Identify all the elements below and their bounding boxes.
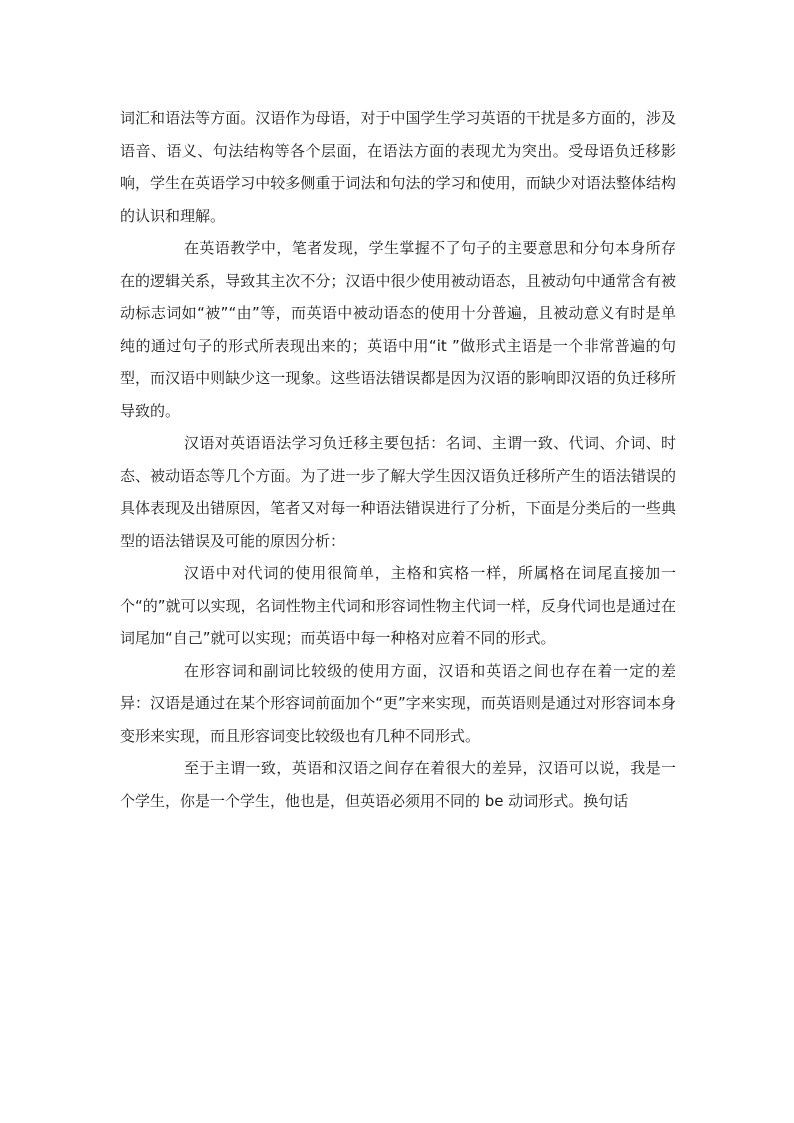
paragraph-6: 至于主谓一致，英语和汉语之间存在着很大的差异，汉语可以说，我是一个学生，你是一个学生，他也是，但英语必须用不同的 be 动词形式。换句话 <box>120 759 676 810</box>
paragraph-5: 在形容词和副词比较级的使用方面，汉语和英语之间也存在着一定的差异：汉语是通过在某个形容词前面加个“更”字来实现，而英语则是通过对形容词本身变形来实现，而且形容词变比较级也有几种不同形式。 <box>120 661 676 745</box>
paragraph-3: 汉语对英语语法学习负迁移主要包括：名词、主谓一致、代词、介词、时态、被动语态等几个方面。为了进一步了解大学生因汉语负迁移所产生的语法错误的具体表现及出错原因，笔者又对每一种语法错误进行了分析，下面是分类后的一些典型的语法错误及可能的原因分析： <box>120 434 676 550</box>
paragraph-1: 词汇和语法等方面。汉语作为母语，对于中国学生学习英语的干扰是多方面的，涉及语音、语义、句法结构等各个层面，在语法方面的表现尤为突出。受母语负迁移影响，学生在英语学习中较多侧重于词法和句法的学习和使用，而缺少对语法整体结构的认识和理解。 <box>120 109 676 225</box>
document-page <box>120 102 676 817</box>
paragraph-2: 在英语教学中，笔者发现，学生掌握不了句子的主要意思和分句本身所存在的逻辑关系，导致其主次不分；汉语中很少使用被动语态，且被动句中通常含有被动标志词如“被”“由”等，而英语中被动语态的使用十分普遍，且被动意义有时是单纯的通过句子的形式所表现出来的；英语中用“it ”做形式主语是一个非常普遍的句型，而汉语中则缺少这一现象。这些语法错误都是因为汉语的影响即汉语的负迁移所导致的。 <box>120 239 676 420</box>
paragraph-4: 汉语中对代词的使用很简单，主格和宾格一样，所属格在词尾直接加一个“的”就可以实现，名词性物主代词和形容词性物主代词一样，反身代词也是通过在词尾加“自己”就可以实现；而英语中每一种格对应着不同的形式。 <box>120 564 676 647</box>
